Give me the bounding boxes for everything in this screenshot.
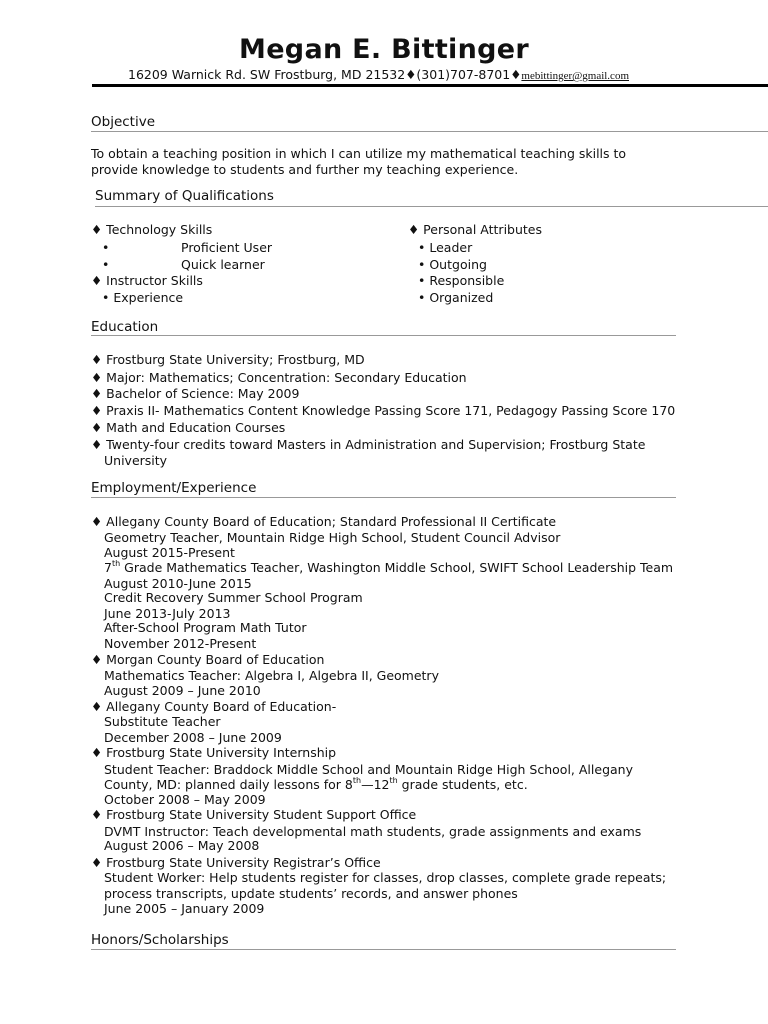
education-item: ♦ Major: Mathematics; Concentration: Secondary Education: [91, 370, 467, 385]
job-date: December 2008 – June 2009: [104, 730, 282, 745]
job-date: October 2008 – May 2009: [104, 792, 266, 807]
bullet: •: [102, 257, 110, 272]
job-date: June 2013-July 2013: [104, 606, 231, 621]
employer-allegany: ♦ Allegany County Board of Education; Standard Professional II Certificate: [91, 514, 557, 529]
education-rule: [91, 335, 676, 336]
job-date: June 2005 – January 2009: [104, 901, 265, 916]
education-item: ♦ Bachelor of Science: May 2009: [91, 386, 300, 401]
attribute-leader: • Leader: [418, 240, 473, 255]
job-date: August 2010-June 2015: [104, 576, 252, 591]
skill-technology: ♦ Technology Skills: [91, 222, 213, 237]
address-phone: 16209 Warnick Rd. SW Frostburg, MD 21532♦(301)707-8701♦: [128, 67, 522, 82]
skill-quick-learner: Quick learner: [181, 257, 265, 272]
bullet: •: [102, 240, 110, 255]
personal-attributes: ♦ Personal Attributes: [408, 222, 542, 237]
job-line: County, MD: planned daily lessons for 8th—12th grade students, etc.: [104, 775, 528, 792]
employer-fsu-registrar: ♦ Frostburg State University Registrar’s Office: [91, 855, 381, 870]
job-line: Geometry Teacher, Mountain Ridge High School, Student Council Advisor: [104, 530, 561, 545]
job-date: August 2009 – June 2010: [104, 683, 261, 698]
objective-rule: [91, 131, 768, 132]
education-item: ♦ Twenty-four credits toward Masters in Administration and Supervision; Frostburg State: [91, 437, 646, 452]
employment-rule: [91, 497, 676, 498]
job-line: Student Teacher: Braddock Middle School and Mountain Ridge High School, Allegany: [104, 762, 633, 777]
job-line: Substitute Teacher: [104, 714, 221, 729]
job-line: DVMT Instructor: Teach developmental math students, grade assignments and exams: [104, 824, 642, 839]
education-heading: Education: [91, 319, 159, 335]
resume-name: Megan E. Bittinger: [239, 34, 529, 65]
education-item: ♦ Math and Education Courses: [91, 420, 286, 435]
job-line: Student Worker: Help students register for classes, drop classes, complete grade repeats;: [104, 870, 667, 885]
job-line: Mathematics Teacher: Algebra I, Algebra II, Geometry: [104, 668, 439, 683]
objective-line-1: To obtain a teaching position in which I can utilize my mathematical teaching skills to: [91, 146, 627, 161]
objective-heading: Objective: [91, 114, 156, 130]
employer-fsu-support: ♦ Frostburg State University Student Support Office: [91, 807, 417, 822]
education-item: ♦ Praxis II- Mathematics Content Knowledge Passing Score 171, Pedagogy Passing Score 170: [91, 403, 676, 418]
contact-line: [128, 67, 629, 82]
objective-line-2: provide knowledge to students and further my teaching experience.: [91, 162, 519, 177]
skill-proficient-user: Proficient User: [181, 240, 273, 255]
summary-rule: [95, 206, 768, 207]
education-item: ♦ Frostburg State University; Frostburg, MD: [91, 352, 365, 367]
header-rule: [92, 84, 768, 87]
attribute-outgoing: • Outgoing: [418, 257, 487, 272]
job-date: August 2015-Present: [104, 545, 235, 560]
email-link[interactable]: mebittinger@gmail.com: [521, 70, 629, 82]
employer-morgan: ♦ Morgan County Board of Education: [91, 652, 325, 667]
honors-heading: Honors/Scholarships: [91, 932, 229, 948]
skill-experience: • Experience: [102, 290, 184, 305]
employment-heading: Employment/Experience: [91, 480, 257, 496]
job-line: 7th Grade Mathematics Teacher, Washington Middle School, SWIFT School Leadership Team: [104, 558, 674, 575]
attribute-responsible: • Responsible: [418, 273, 505, 288]
job-line: Credit Recovery Summer School Program: [104, 590, 363, 605]
job-date: August 2006 – May 2008: [104, 838, 260, 853]
job-line: After-School Program Math Tutor: [104, 620, 307, 635]
employer-fsu-internship: ♦ Frostburg State University Internship: [91, 745, 337, 760]
attribute-organized: • Organized: [418, 290, 494, 305]
employer-allegany-sub: ♦ Allegany County Board of Education-: [91, 699, 337, 714]
job-date: November 2012-Present: [104, 636, 257, 651]
summary-heading: Summary of Qualifications: [95, 188, 274, 204]
job-line: process transcripts, update students’ records, and answer phones: [104, 886, 518, 901]
education-item-cont: University: [104, 453, 168, 468]
skill-instructor: ♦ Instructor Skills: [91, 273, 203, 288]
honors-rule: [91, 949, 676, 950]
